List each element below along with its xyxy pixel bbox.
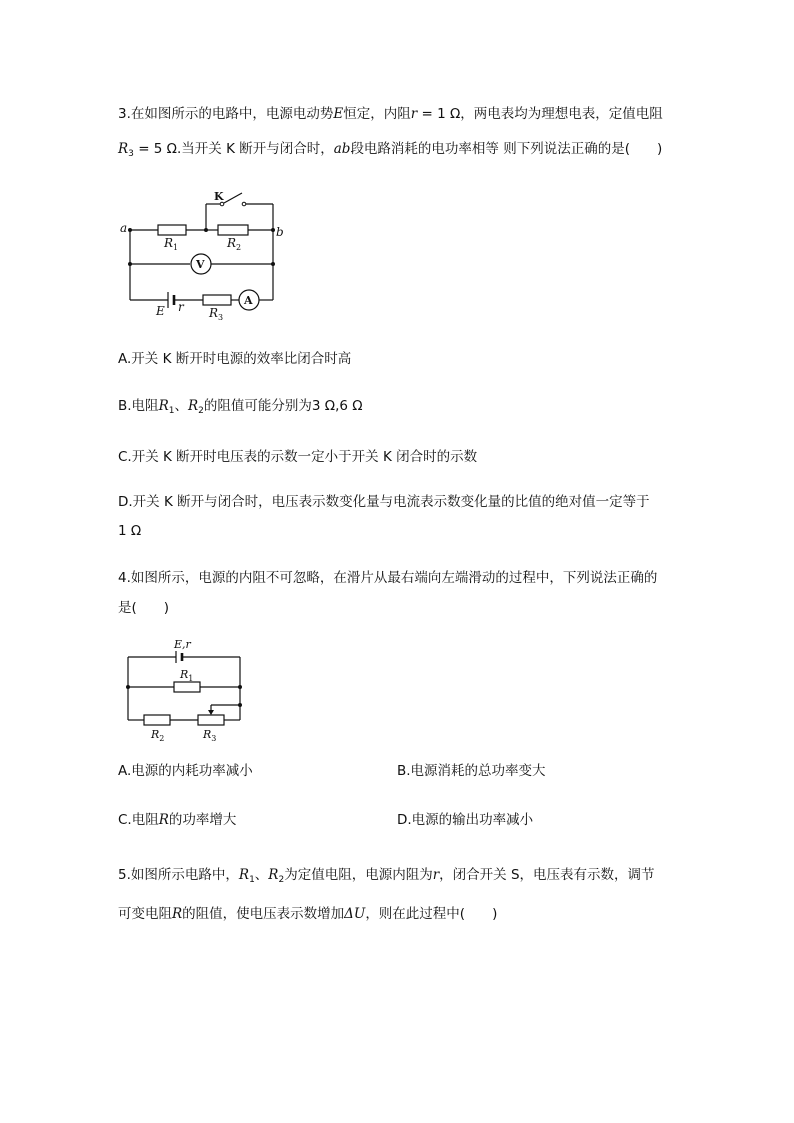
q5-r2-symbol: R xyxy=(268,867,279,883)
q4-option-c-text: C.电阻 xyxy=(118,812,159,828)
q5-r-symbol: r xyxy=(432,867,440,883)
q5-sep: 、 xyxy=(254,867,269,883)
q3-text: = 1 Ω，两电表均为理想电表，定值电阻 xyxy=(417,106,663,122)
q3-r1-label: $R_1$ xyxy=(164,236,179,252)
q3-option-b-sub1: 1 xyxy=(168,406,175,416)
q4-r3-label: $R_3$ xyxy=(203,728,217,743)
q3-switch-label: K xyxy=(214,190,224,203)
q5-r1-sub: 1 xyxy=(249,875,255,885)
q5-stem-line2 xyxy=(118,905,497,923)
q3-option-b-sep: 、 xyxy=(174,398,188,414)
q3-emf-symbol: E xyxy=(333,106,344,122)
q5-text: 的阻值，使电压表示数增加 xyxy=(182,906,345,922)
q4-option-a: A.电源的内耗功率减小 xyxy=(118,763,253,779)
q3-option-a: A.开关 K 断开时电源的效率比闭合时高 xyxy=(118,351,352,367)
q3-option-b-text2: 的阻值可能分别为 xyxy=(203,398,312,414)
q3-r3-label: $R_3$ xyxy=(209,306,224,322)
q4-stem-line2: 是( ) xyxy=(118,600,170,616)
q3-option-b-sub2: 2 xyxy=(198,406,204,416)
q3-stem-line2 xyxy=(118,140,662,163)
q3-emf-label: E xyxy=(156,304,165,318)
q3-voltmeter-label: V xyxy=(196,258,205,271)
q3-r2-label: $R_2$ xyxy=(227,236,242,252)
q4-option-c xyxy=(118,811,236,829)
q5-stem-line1 xyxy=(118,866,655,889)
q5-r2-sub: 2 xyxy=(278,875,285,885)
q4-option-c-text2: 的功率增大 xyxy=(168,812,237,828)
q3-r3-subscript: 3 xyxy=(128,149,134,159)
q3-r-symbol: r xyxy=(410,106,418,122)
q5-text: ，则在此过程中( ) xyxy=(365,906,498,922)
q3-circuit-diagram xyxy=(118,184,288,324)
q3-text: 3.在如图所示的电路中，电源电动势 xyxy=(118,106,334,122)
q3-option-b xyxy=(118,397,363,420)
q4-r2-label: $R_2$ xyxy=(151,728,165,743)
q3-option-d-line1: D.开关 K 断开与闭合时，电压表示数变化量与电流表示数变化量的比值的绝对值一定等于 xyxy=(118,494,650,510)
q5-delta-u-symbol: ΔU xyxy=(344,906,366,922)
q5-text: ，闭合开关 S，电压表有示数，调节 xyxy=(439,867,655,883)
q3-option-b-values: 3 Ω,6 Ω xyxy=(311,398,363,414)
q4-source-label: E,r xyxy=(174,638,191,651)
q3-ammeter-label: A xyxy=(244,294,253,307)
q5-text: 可变电阻 xyxy=(118,906,172,922)
q3-node-b-label: b xyxy=(276,225,284,239)
q5-r1-symbol: R xyxy=(238,867,250,883)
q3-text: = 5 Ω.当开关 K 断开与闭合时， xyxy=(133,141,334,157)
q3-stem-line1 xyxy=(118,105,663,123)
q3-option-b-r1: R xyxy=(158,398,169,414)
q4-option-b: B.电源消耗的总功率变大 xyxy=(397,763,546,779)
q3-r3-symbol: R xyxy=(118,141,129,157)
q3-ab-symbol: ab xyxy=(333,141,351,157)
q3-option-b-text: B.电阻 xyxy=(118,398,159,414)
q3-option-b-r2: R xyxy=(187,398,199,414)
q4-option-d: D.电源的输出功率减小 xyxy=(397,812,534,828)
q3-option-d-line2: 1 Ω xyxy=(118,523,142,539)
q3-text: 恒定，内阻 xyxy=(343,106,411,122)
q5-text: 5.如图所示电路中， xyxy=(118,867,239,883)
q3-node-a-label: a xyxy=(120,221,128,235)
q3-internal-r-label: r xyxy=(178,300,184,314)
q5-text: 为定值电阻，电源内阻为 xyxy=(284,867,433,883)
q3-option-c: C.开关 K 断开时电压表的示数一定小于开关 K 闭合时的示数 xyxy=(118,449,478,465)
q3-text: 段电路消耗的电功率相等 则下列说法正确的是( ) xyxy=(350,141,663,157)
q4-r1-label: $R_1$ xyxy=(180,668,194,683)
q4-circuit-diagram xyxy=(118,635,258,745)
q4-option-c-r: R xyxy=(158,812,169,828)
q4-stem-line1: 4.如图所示，电源的内阻不可忽略，在滑片从最右端向左端滑动的过程中，下列说法正确的 xyxy=(118,570,658,586)
q5-r-variable-symbol: R xyxy=(172,906,183,922)
